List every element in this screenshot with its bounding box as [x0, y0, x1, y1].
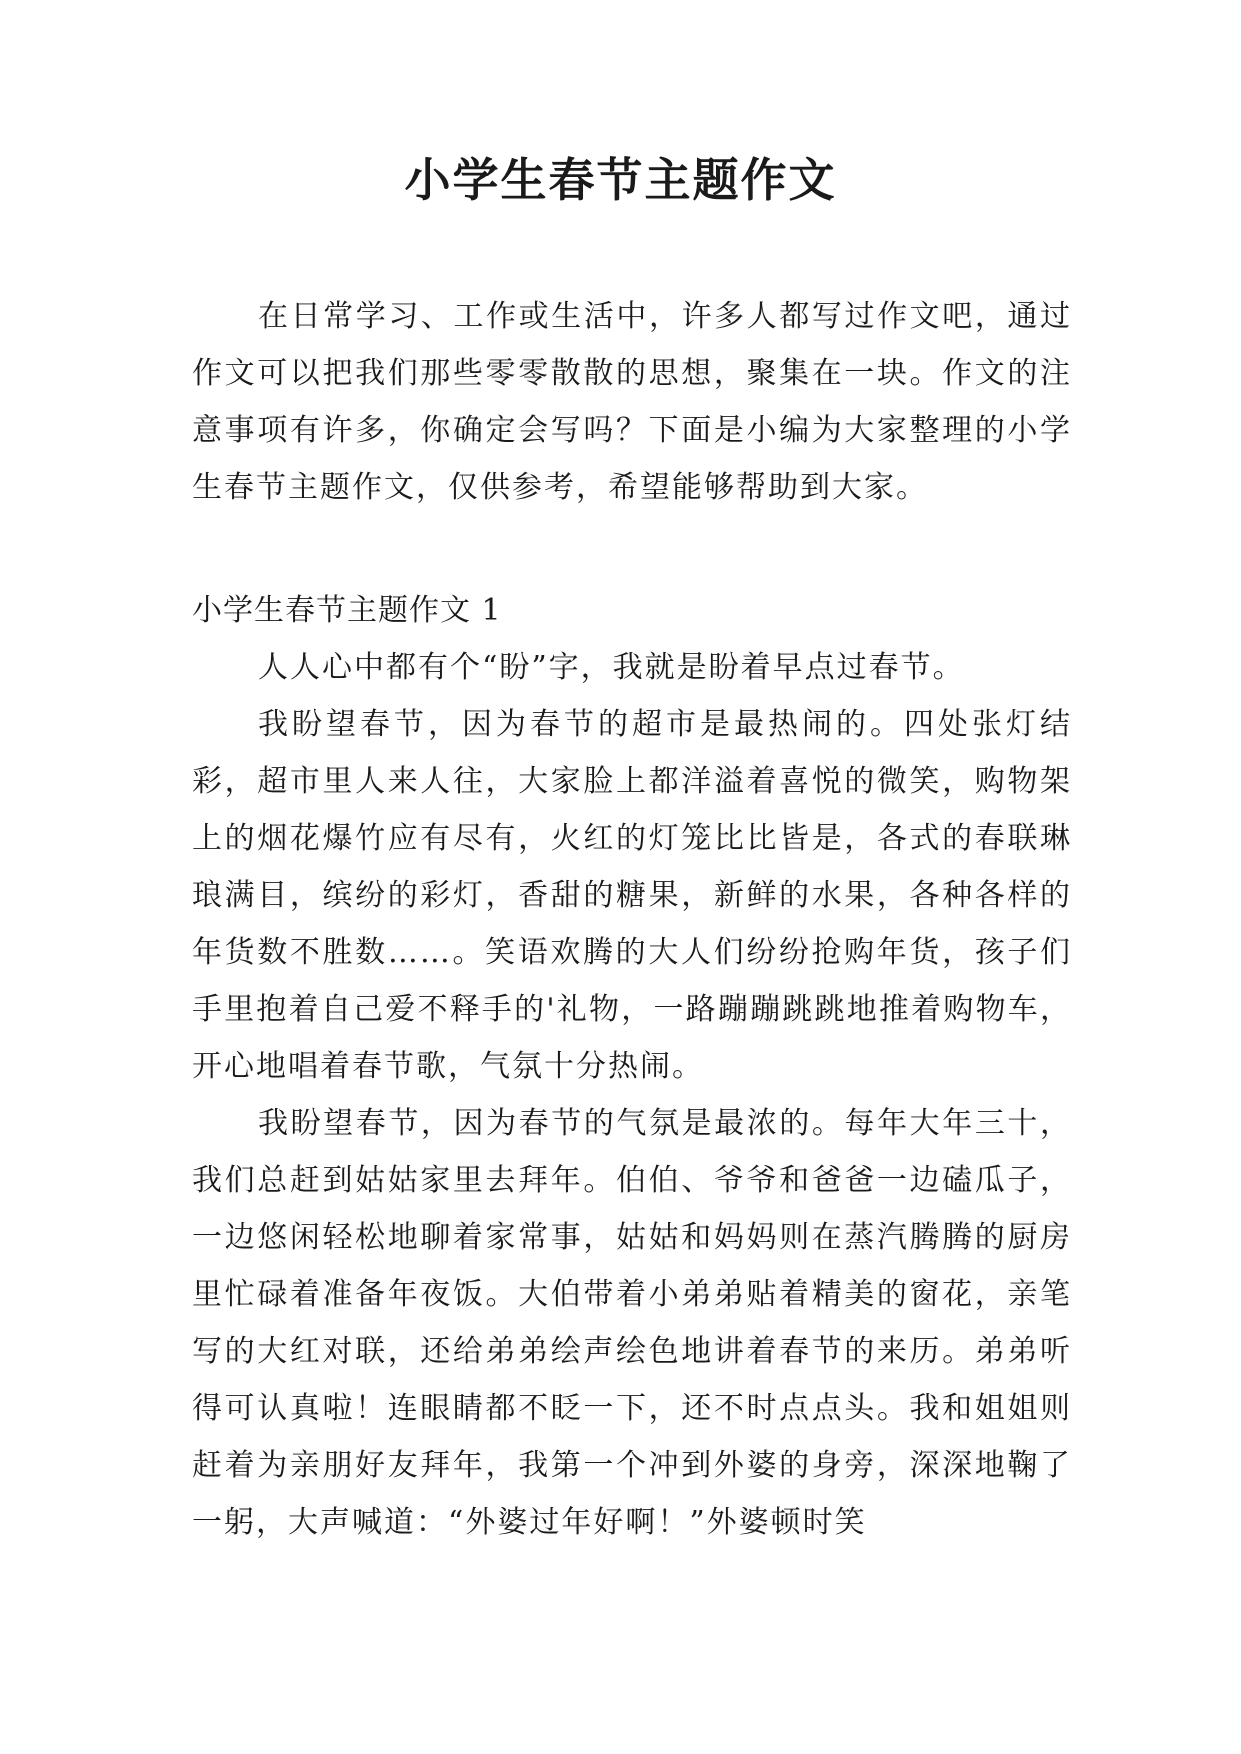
essay-paragraph: 我盼望春节，因为春节的气氛是最浓的。每年大年三十，我们总赶到姑姑家里去拜年。伯伯、爷爷和爸爸一边磕瓜子，一边悠闲轻松地聊着家常事，姑姑和妈妈则在蒸汽腾腾的厨房里忙碌着准备年夜饭。大伯带着小弟弟贴着精美的窗花，亲笔写的大红对联，还给弟弟绘声绘色地讲着春节的来历。弟弟听得可认真啦！连眼睛都不眨一下，还不时点点头。我和姐姐则赶着为亲朋好友拜年，我第一个冲到外婆的身旁，深深地鞠了一躬，大声喊道：“外婆过年好啊！”外婆顿时笑: [192, 1106, 1072, 1540]
essay-paragraph: 我盼望春节，因为春节的超市是最热闹的。四处张灯结彩，超市里人来人往，大家脸上都洋溢着喜悦的微笑，购物架上的烟花爆竹应有尽有，火红的灯笼比比皆是，各式的春联琳琅满目，缤纷的彩灯，香甜的糖果，新鲜的水果，各种各样的年货数不胜数……。笑语欢腾的大人们纷纷抢购年货，孩子们手里抱着自己爱不释手的'礼物，一路蹦蹦跳跳地推着购物车，开心地唱着春节歌，气氛十分热闹。: [192, 707, 1072, 1084]
essay-body: [192, 639, 1072, 1551]
essay-heading: 小学生春节主题作文 1: [192, 593, 502, 628]
essay-paragraph: 人人心中都有个“盼”字，我就是盼着早点过春节。: [258, 650, 965, 685]
intro-paragraph: 在日常学习、工作或生活中，许多人都写过作文吧，通过作文可以把我们那些零零散散的思想，聚集在一块。作文的注意事项有许多，你确定会写吗？下面是小编为大家整理的小学生春节主题作文，仅供参考，希望能够帮助到大家。: [192, 299, 1072, 505]
document-title: 小学生春节主题作文: [404, 153, 837, 207]
